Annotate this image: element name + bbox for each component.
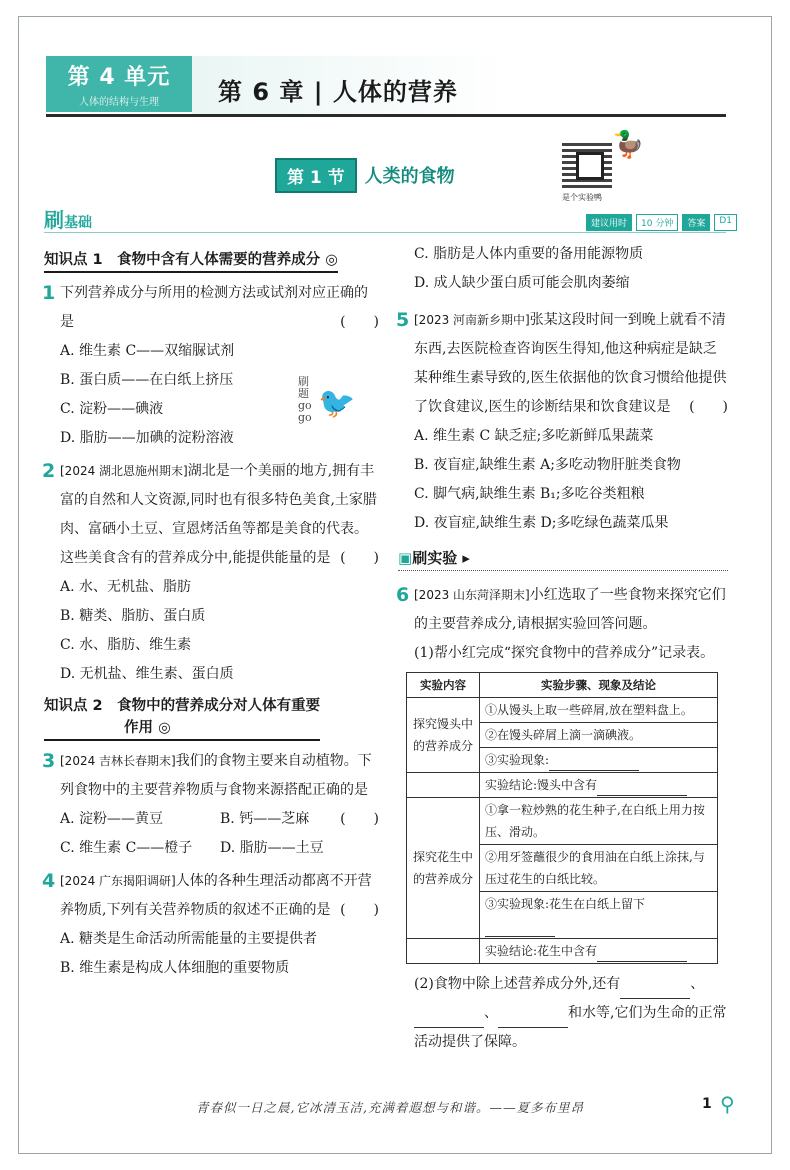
table-row (480, 892, 718, 939)
row-text: ③实验现象:花生在白纸上留下 (485, 897, 646, 911)
option: C. 脚气病,缺维生素 B₁;多吃谷类粗粮 (414, 486, 645, 502)
experiment-table (406, 672, 718, 964)
divider (44, 232, 726, 233)
question-2 (44, 457, 379, 573)
answer-paren: ( ) (340, 902, 379, 918)
table-row (480, 773, 718, 798)
question-number: 3 (42, 750, 56, 772)
question-4 (44, 867, 379, 925)
option: A. 维生素 C 缺乏症;多吃新鲜瓜果蔬菜 (414, 428, 654, 444)
table-row: ②在馒头碎屑上滴一滴碘液。 (480, 723, 718, 748)
answer-blank[interactable] (549, 756, 639, 771)
knowledge-point-1 (44, 249, 338, 273)
answer-paren: ( ) (340, 314, 379, 330)
option-row (44, 805, 379, 834)
experiment-heading: ▣刷实验 ▸ (398, 546, 728, 571)
option: D. 脂肪——土豆 (220, 840, 324, 856)
option: C. 淀粉——碘液 (60, 401, 164, 417)
sub-question-2: (2)食物中除上述营养成分外,还有 、 、 和水等,它们为生命的正常活动提供了保障。 (414, 976, 727, 1050)
knowledge-point-2 (44, 695, 320, 741)
answer-blank[interactable] (597, 781, 687, 796)
table-header: 实验步骤、现象及结论 (480, 673, 718, 698)
question-number: 6 (396, 584, 410, 606)
question-6 (398, 581, 728, 639)
table-row (480, 939, 718, 964)
group-spacer (407, 939, 480, 964)
kp1-text: 知识点 1 食物中含有人体需要的营养成分 (44, 252, 321, 268)
unit-badge (46, 56, 192, 112)
basics-label: 刷 (44, 208, 64, 232)
tag-answer-page: D1 (714, 214, 737, 231)
footer-quote: 青春似一日之晨,它冰清玉洁,充满着遐想与和谐。——夏多布里昂 (196, 1100, 584, 1115)
question-number: 4 (42, 870, 56, 892)
table-row: ①拿一粒炒熟的花生种子,在白纸上用力按压、滑动。 (480, 798, 718, 845)
sub-question-1: (1)帮小红完成“探究食物中的营养成分”记录表。 (414, 645, 715, 661)
chapter-title: 第 6 章 | 人体的营养 (218, 78, 458, 106)
row-text: ③实验现象: (485, 753, 550, 767)
section-name: 人类的食物 (364, 166, 455, 187)
option: A. 糖类是生命活动所需能量的主要提供者 (60, 931, 318, 947)
answer-paren: ( ) (689, 399, 728, 415)
question-1 (44, 279, 379, 337)
answer-paren: ( ) (340, 550, 379, 566)
basics-heading (44, 204, 92, 233)
tag-answer: 答案 (682, 214, 710, 231)
question-source: [2024 广东揭阳调研] (60, 874, 176, 888)
row-text: 实验结论:馒头中含有 (485, 778, 598, 792)
sub2-text: (2)食物中除上述营养成分外,还有 (414, 976, 621, 992)
option: D. 成人缺少蛋白质可能会肌肉萎缩 (414, 275, 630, 291)
question-source: [2024 吉林长春期末] (60, 754, 176, 768)
right-column (398, 240, 728, 1057)
tag-minutes: 10 分钟 (636, 214, 678, 231)
sub2-text-end: 和水等,它们为生命的正常活动提供了保障。 (414, 1005, 727, 1050)
unit-title: 第 4 单元 (67, 65, 171, 90)
answer-blank[interactable] (414, 1013, 484, 1028)
left-column (44, 246, 379, 983)
group-label: 探究花生中的营养成分 (407, 798, 480, 939)
experiment-icon: ▣ (398, 549, 413, 567)
answer-blank[interactable] (597, 947, 687, 962)
question-stem: 小红选取了一些食物来探究它们的主要营养成分,请根据实验回答问题。 (414, 587, 726, 632)
answer-blank[interactable] (620, 984, 690, 999)
question-source: [2023 山东菏泽期末] (414, 588, 530, 602)
target-icon: ◎ (158, 720, 171, 736)
option-row (44, 834, 379, 863)
target-icon: ◎ (325, 252, 338, 268)
bird-mascot-icon (298, 376, 378, 436)
group-spacer (407, 773, 480, 798)
question-5 (398, 306, 728, 422)
question-stem: 人体的各种生理活动都离不开营养物质,下列有关营养物质的叙述不正确的是 (60, 873, 372, 918)
question-source: [2023 河南新乡期中] (414, 313, 530, 327)
option: C. 维生素 C——橙子 (60, 840, 193, 856)
bird-icon: 🐦 (318, 386, 356, 421)
page-logo-icon: ⚲ (720, 1092, 735, 1116)
question-number: 2 (42, 460, 56, 482)
question-stem: 我们的食物主要来自动植物。下列食物中的主要营养物质与食物来源搭配正确的是 (60, 753, 372, 798)
kp2-text: 知识点 2 食物中的营养成分对人体有重要 (44, 698, 321, 714)
qr-label: 是个实验鸭 (562, 193, 602, 202)
section-title (275, 160, 455, 190)
basics-label-small: 基础 (64, 215, 92, 231)
option: B. 蛋白质——在白纸上挤压 (60, 372, 234, 388)
sub2-sep: 、 (690, 976, 705, 992)
option: D. 脂肪——加碘的淀粉溶液 (60, 430, 234, 446)
question-stem: 下列营养成分与所用的检测方法或试剂对应正确的是 (60, 285, 368, 330)
row-text: 实验结论:花生中含有 (485, 944, 598, 958)
unit-subtitle: 人体的结构与生理 (79, 97, 159, 108)
time-tags (586, 214, 737, 231)
question-number: 5 (396, 309, 410, 331)
option: D. 夜盲症,缺维生素 D;多吃绿色蔬菜瓜果 (414, 515, 669, 531)
question-stem: 湖北是一个美丽的地方,拥有丰富的自然和人文资源,同时也有很多特色美食,土家腊肉、富硒小土豆、宣恩烤活鱼等都是美食的代表。这些美食含有的营养成分中,能提供能量的是 (60, 463, 377, 566)
table-row: ①从馒头上取一些碎屑,放在塑料盘上。 (480, 698, 718, 723)
mascot-text: 刷 题 go go (298, 375, 312, 424)
kp2-text-cont: 作用 (124, 720, 153, 736)
option: A. 水、无机盐、脂肪 (60, 579, 192, 595)
qr-center-mark (576, 152, 604, 180)
option: B. 钙——芝麻 (220, 811, 310, 827)
table-header: 实验内容 (407, 673, 480, 698)
answer-paren: ( ) (340, 811, 379, 827)
option: D. 无机盐、维生素、蛋白质 (60, 666, 234, 682)
tag-suggested-time: 建议用时 (586, 214, 632, 231)
table-row (480, 748, 718, 773)
option: B. 夜盲症,缺维生素 A;多吃动物肝脏类食物 (414, 457, 681, 473)
option: C. 水、脂肪、维生素 (60, 637, 192, 653)
group-label: 探究馒头中的营养成分 (407, 698, 480, 773)
table-row: ②用牙签蘸很少的食用油在白纸上涂抹,与压过花生的白纸比较。 (480, 845, 718, 892)
page-number: 1 (702, 1096, 712, 1112)
option: B. 糖类、脂肪、蛋白质 (60, 608, 206, 624)
experiment-heading-text: 刷实验 (412, 549, 458, 567)
option: C. 脂肪是人体内重要的备用能源物质 (414, 246, 644, 262)
question-source: [2024 湖北恩施州期末] (60, 464, 188, 478)
option: A. 淀粉——黄豆 (60, 811, 164, 827)
question-stem: 张某这段时间一到晚上就看不清东西,去医院检查咨询医生得知,他这种病症是缺乏某种维生素导致的,医生依据他的饮食习惯给他提供了饮食建议,医生的诊断结果和饮食建议是 (414, 312, 727, 415)
answer-blank[interactable] (485, 922, 555, 937)
option: A. 维生素 C——双缩脲试剂 (60, 343, 235, 359)
header-rule (46, 114, 726, 117)
duck-mascot-icon: 🦆 (612, 130, 645, 160)
option: B. 维生素是构成人体细胞的重要物质 (60, 960, 290, 976)
answer-blank[interactable] (498, 1013, 568, 1028)
question-number: 1 (42, 282, 56, 304)
section-number: 第 1 节 (275, 158, 357, 193)
